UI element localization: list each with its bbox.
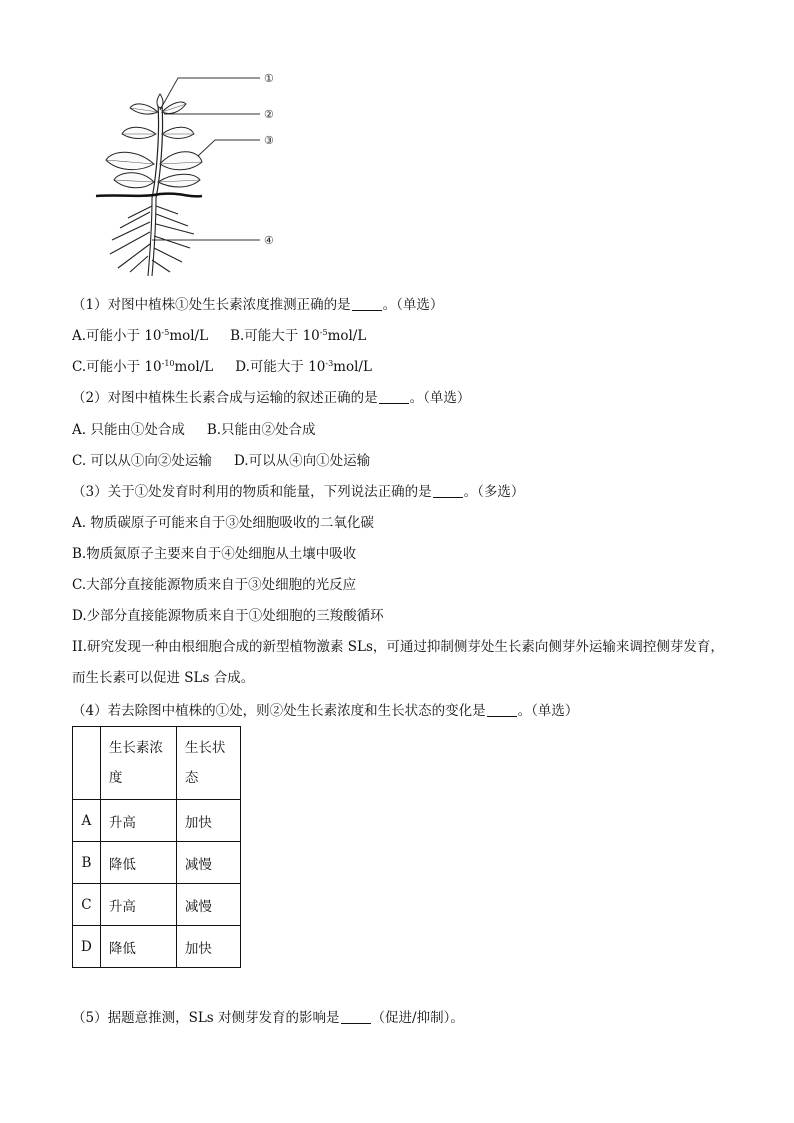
- table-row: [73, 884, 241, 926]
- figure-labels: [264, 72, 274, 247]
- leaf-veins: [106, 104, 202, 182]
- table-row: [73, 800, 241, 842]
- q1-option-d: D.可能大于 $10^{-3}mol/L$: [235, 359, 372, 375]
- q4-answer-table: [72, 726, 241, 968]
- q2-blank: [379, 391, 409, 404]
- soil-line: [96, 194, 202, 197]
- table-header-cell: 生长状态: [176, 727, 240, 800]
- label-2: ②: [264, 108, 274, 121]
- q1-options-row-1: [72, 327, 366, 345]
- plant-diagram: [90, 68, 290, 280]
- q4-blank: [487, 704, 517, 717]
- q3-stem: （3）关于①处发育时利用的物质和能量，下列说法正确的是 。（多选）: [72, 484, 525, 500]
- q2-option-c: C. 可以从①向②处运输: [72, 453, 212, 469]
- q1-option-a: A.可能小于 $10^{-5}mol/L$: [72, 328, 209, 344]
- q2-options-row-2: [72, 452, 370, 470]
- apical-bud: [157, 94, 163, 108]
- table-cell: 减慢: [176, 884, 240, 926]
- section-2-paragraph: II.研究发现一种由根细胞合成的新型植物激素 SLs，可通过抑制侧芽处生长素向侧芽外运输来调控侧芽发育，而生长素可以促进 SLs 合成。: [72, 639, 724, 686]
- q3-option-d: D.少部分直接能源物质来自于①处细胞的三羧酸循环: [72, 608, 384, 624]
- label-1: ①: [264, 72, 274, 85]
- table-row: [73, 926, 241, 968]
- q2-stem: （2）对图中植株生长素合成与运输的叙述正确的是 。（单选）: [72, 390, 471, 406]
- plant-diagram-svg: [90, 68, 290, 280]
- table-header-cell: [73, 727, 101, 800]
- table-cell: 加快: [176, 800, 240, 842]
- q2-option-b: B.只能由②处合成: [206, 422, 316, 438]
- table-cell: 升高: [100, 800, 176, 842]
- table-cell: 加快: [176, 926, 240, 968]
- q2-option-d: D.可以从④向①处运输: [233, 453, 371, 469]
- table-header-row: [73, 727, 241, 800]
- q4-stem: （4）若去除图中植株的①处，则②处生长素浓度和生长状态的变化是 。（单选）: [72, 703, 579, 719]
- q1-option-b: B.可能大于 $10^{-5}mol/L$: [230, 328, 367, 344]
- q3-blank: [433, 485, 463, 498]
- table-header-cell: 生长素浓度: [100, 727, 176, 800]
- q1-option-c: C.可能小于 $10^{-10}mol/L$: [72, 359, 214, 375]
- table-cell: D: [73, 926, 101, 968]
- q3-option-c: C.大部分直接能源物质来自于③处细胞的光反应: [72, 577, 357, 593]
- table-cell: 升高: [100, 884, 176, 926]
- table-cell: 降低: [100, 842, 176, 884]
- label-3: ③: [264, 134, 274, 147]
- label-4: ④: [264, 234, 274, 247]
- table-cell: C: [73, 884, 101, 926]
- q2-option-a: A. 只能由①处合成: [72, 422, 185, 438]
- table-row: [73, 842, 241, 884]
- plant-leaves: [106, 102, 202, 188]
- table-cell: B: [73, 842, 101, 884]
- q1-stem: （1）对图中植株①处生长素浓度推测正确的是 。（单选）: [72, 297, 444, 313]
- table-cell: 减慢: [176, 842, 240, 884]
- q2-options-row-1: [72, 421, 316, 439]
- q3-option-a: A. 物质碳原子可能来自于③处细胞吸收的二氧化碳: [72, 515, 374, 531]
- q5-stem: （5）据题意推测，SLs 对侧芽发育的影响是 （促进/抑制）。: [72, 1010, 464, 1026]
- q5-blank: [341, 1011, 371, 1024]
- q3-option-b: B.物质氮原子主要来自于④处细胞从土壤中吸收: [72, 546, 357, 562]
- table-cell: A: [73, 800, 101, 842]
- q1-blank: [352, 298, 382, 311]
- table-cell: 降低: [100, 926, 176, 968]
- q1-options-row-2: [72, 358, 372, 376]
- plant-roots: [110, 198, 194, 276]
